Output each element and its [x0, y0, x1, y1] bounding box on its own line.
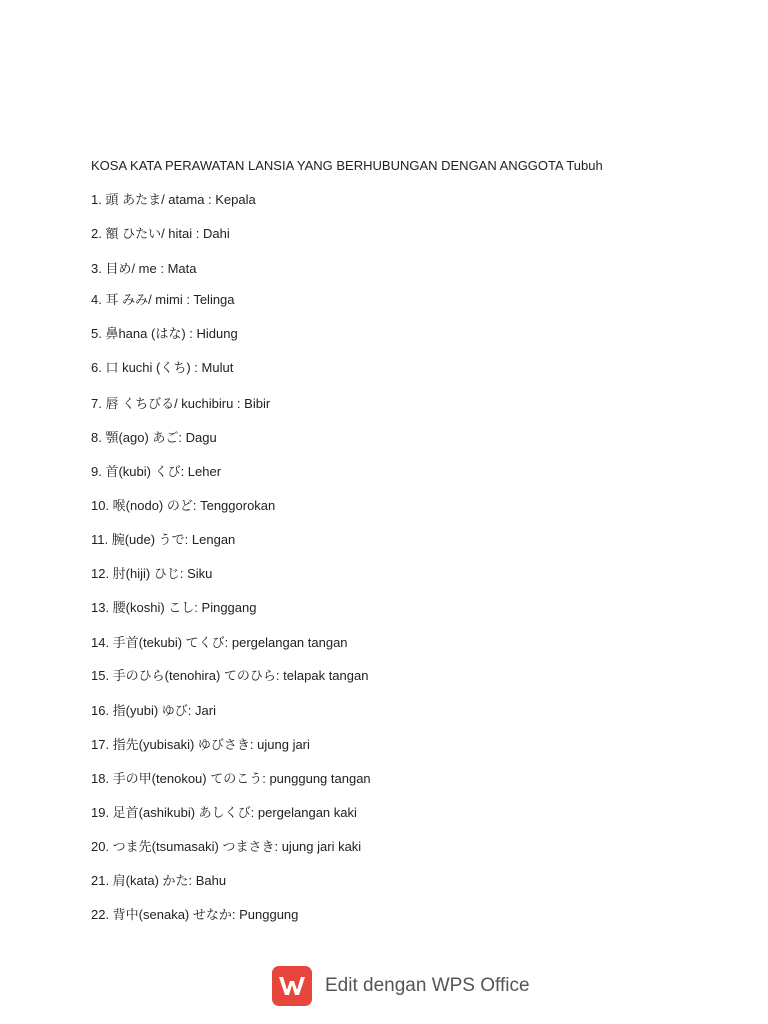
wps-edit-banner[interactable] [272, 964, 530, 1008]
wps-office-logo-icon [272, 966, 312, 1006]
list-item: 17. 指先(yubisaki) ゆびさき: ujung jari [91, 737, 310, 752]
list-item: 13. 腰(koshi) こし: Pinggang [91, 600, 257, 615]
list-item: 14. 手首(tekubi) てくび: pergelangan tangan [91, 635, 348, 650]
list-item: 21. 肩(kata) かた: Bahu [91, 873, 227, 888]
document-title: KOSA KATA PERAWATAN LANSIA YANG BERHUBUNGAN DENGAN ANGGOTA Tubuh [91, 158, 603, 173]
list-item: 15. 手のひら(tenohira) てのひら: telapak tangan [91, 668, 369, 683]
list-item: 5. 鼻hana (はな) : Hidung [91, 326, 238, 341]
list-item: 2. 額 ひたい/ hitai : Dahi [91, 226, 230, 241]
list-item: 1. 頭 あたま/ atama : Kepala [91, 192, 256, 207]
list-item: 4. 耳 みみ/ mimi : Telinga [91, 292, 235, 307]
list-item: 11. 腕(ude) うで: Lengan [91, 532, 236, 547]
list-item: 10. 喉(nodo) のど: Tenggorokan [91, 498, 276, 513]
list-item: 12. 肘(hiji) ひじ: Siku [91, 566, 213, 581]
list-item: 7. 唇 くちびる/ kuchibiru : Bibir [91, 396, 271, 411]
list-item: 16. 指(yubi) ゆび: Jari [91, 703, 216, 718]
wps-edit-label: Edit dengan WPS Office [325, 975, 530, 996]
list-item: 3. 目め/ me : Mata [91, 261, 197, 276]
list-item: 9. 首(kubi) くび: Leher [91, 464, 222, 479]
list-item: 20. つま先(tsumasaki) つまさき: ujung jari kaki [91, 839, 362, 854]
list-item: 6. 口 kuchi (くち) : Mulut [91, 360, 234, 375]
list-item: 22. 背中(senaka) せなか: Punggung [91, 907, 299, 922]
list-item: 19. 足首(ashikubi) あしくび: pergelangan kaki [91, 805, 357, 820]
list-item: 8. 顎(ago) あご: Dagu [91, 430, 217, 445]
list-item: 18. 手の甲(tenokou) てのこう: punggung tangan [91, 771, 371, 786]
